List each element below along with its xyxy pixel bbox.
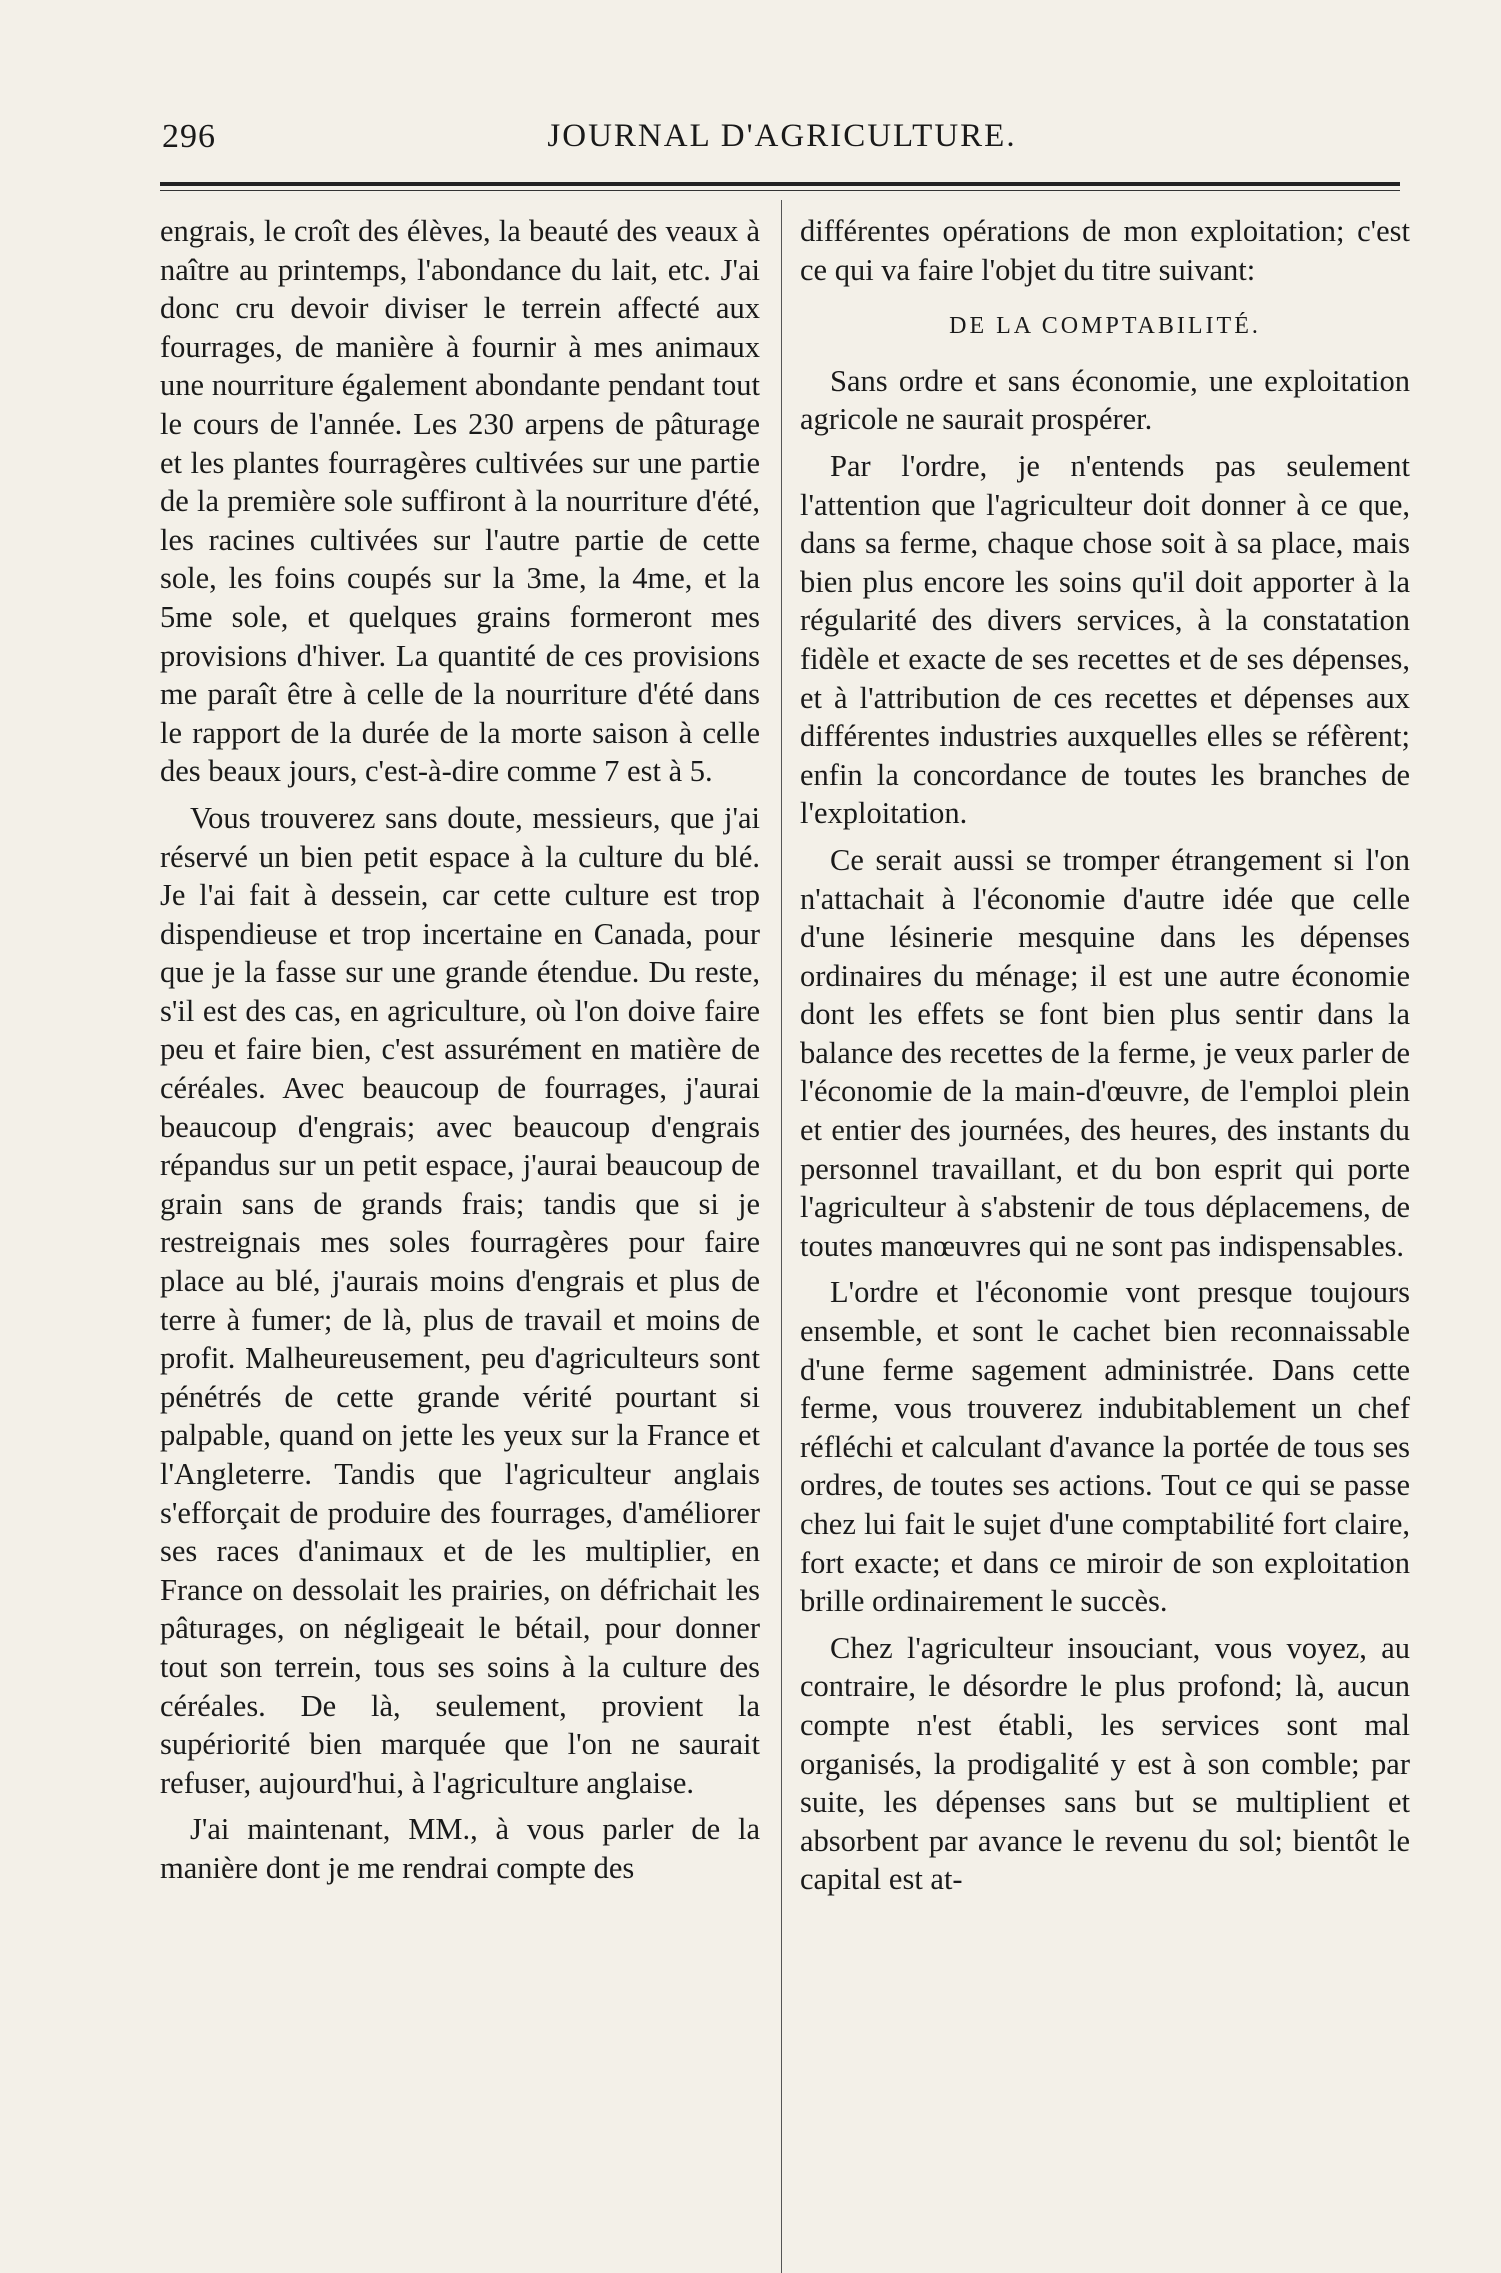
header-rule-thin: [160, 190, 1400, 191]
section-heading: DE LA COMPTABILITÉ.: [949, 313, 1261, 340]
paragraph: Vous trouverez sans doute, messieurs, que j'ai réservé un bien petit espace à la culture du blé. Je l'ai fait à dessein, car cette culture est trop dispendieuse et trop incertaine en Canada, pour que je la fasse sur une grande étendue. Du reste, s'il est des cas, en agriculture, où l'on doive faire peu et faire bien, c'est assurément en matière de céréales. Avec beaucoup de fourrages, j'aurai beaucoup d'engrais; avec beaucoup d'engrais répandus sur un petit espace, j'aurai beaucoup de grain sans de grands frais; tandis que si je restreignais mes soles fourragères pour faire place au blé, j'aurais moins d'engrais et plus de terre à fumer; de là, plus de travail et moins de profit. Malheureusement, peu d'agriculteurs sont pénétrés de cette grande vérité pourtant si palpable, quand on jette les yeux sur la France et l'Angleterre. Tandis que l'agriculteur anglais s'efforçait de produire des fourrages, d'améliorer ses races d'animaux et de les multiplier, en France on dessolait les prairies, on défrichait les pâturages, on négligeait le bétail, pour donner tout son terrein, tous ses soins à la culture des céréales. De là, seulement, provient la supériorité bien marquée que l'on ne saurait refuser, aujourd'hui, à l'agriculture anglaise.: [160, 800, 760, 1800]
paragraph: Par l'ordre, je n'entends pas seulement l'attention que l'agriculteur doit donner à ce que, dans sa ferme, chaque chose soit à sa place, mais bien plus encore les soins qu'il doit apporter à la régularité des divers services, à la constatation fidèle et exacte de ses recettes et de ses dépenses, et à l'attribution de ces recettes et dépenses aux différentes industries auxquelles elles se réfèrent; enfin la concordance de toutes les branches de l'exploitation.: [800, 448, 1410, 831]
paragraph: Chez l'agriculteur insouciant, vous voyez, au contraire, le désordre le plus profond; là, aucun compte n'est établi, les services sont mal organisés, la prodigalité y est à son comble; par suite, les dépenses sans but se multiplient et absorbent par avance le revenu du sol; bientôt le capital est at-: [800, 1630, 1410, 1897]
page-header: [162, 118, 1402, 168]
left-column: [160, 212, 760, 1896]
column-divider: [781, 200, 782, 2273]
paragraph: Ce serait aussi se tromper étrangement si l'on n'attachait à l'économie d'autre idée que celle d'une lésinerie mesquine dans les dépenses ordinaires du ménage; il est une autre économie dont les effets se font bien plus sentir dans la balance des recettes de la ferme, je veux parler de l'économie de la main-d'œuvre, de l'emploi plein et entier des journées, des heures, des instants du personnel travaillant, et du bon esprit qui porte l'agriculteur à s'abstenir de tous déplacemens, de toutes manœuvres qui ne sont pas indispensables.: [800, 842, 1410, 1263]
paragraph: différentes opérations de mon exploitation; c'est ce qui va faire l'objet du titre suivant:: [800, 214, 1410, 287]
right-column: [800, 212, 1410, 1907]
running-title: JOURNAL D'AGRICULTURE.: [547, 118, 1017, 154]
paragraph: Sans ordre et sans économie, une exploitation agricole ne saurait prospérer.: [800, 363, 1410, 437]
paragraph: L'ordre et l'économie vont presque toujours ensemble, et sont le cachet bien reconnaissable d'une ferme sagement administrée. Dans cette ferme, vous trouverez indubitablement un chef réfléchi et calculant d'avance la portée de tous ses ordres, de toutes ses actions. Tout ce qui se passe chez lui fait le sujet d'une comptabilité fort claire, fort exacte; et dans ce miroir de son exploitation brille ordinairement le succès.: [800, 1275, 1410, 1619]
paragraph: engrais, le croît des élèves, la beauté des veaux à naître au printemps, l'abondance du lait, etc. J'ai donc cru devoir diviser le terrein affecté aux fourrages, de manière à fournir à mes animaux une nourriture également abondante pendant tout le cours de l'année. Les 230 arpens de pâturage et les plantes fourragères cultivées sur une partie de la première sole suffiront à la nourriture d'été, les racines cultivées sur l'autre partie de cette sole, les foins coupés sur la 3me, la 4me, et la 5me sole, et quelques grains formeront mes provisions d'hiver. La quantité de ces provisions me paraît être à celle de la nourriture d'été dans le rapport de la durée de la morte saison à celle des beaux jours, c'est-à-dire comme 7 est à 5.: [160, 214, 760, 789]
page-number: 296: [162, 118, 216, 155]
paragraph: J'ai maintenant, MM., à vous parler de la manière dont je me rendrai compte des: [160, 1812, 760, 1885]
header-rule-thick: [160, 182, 1400, 186]
